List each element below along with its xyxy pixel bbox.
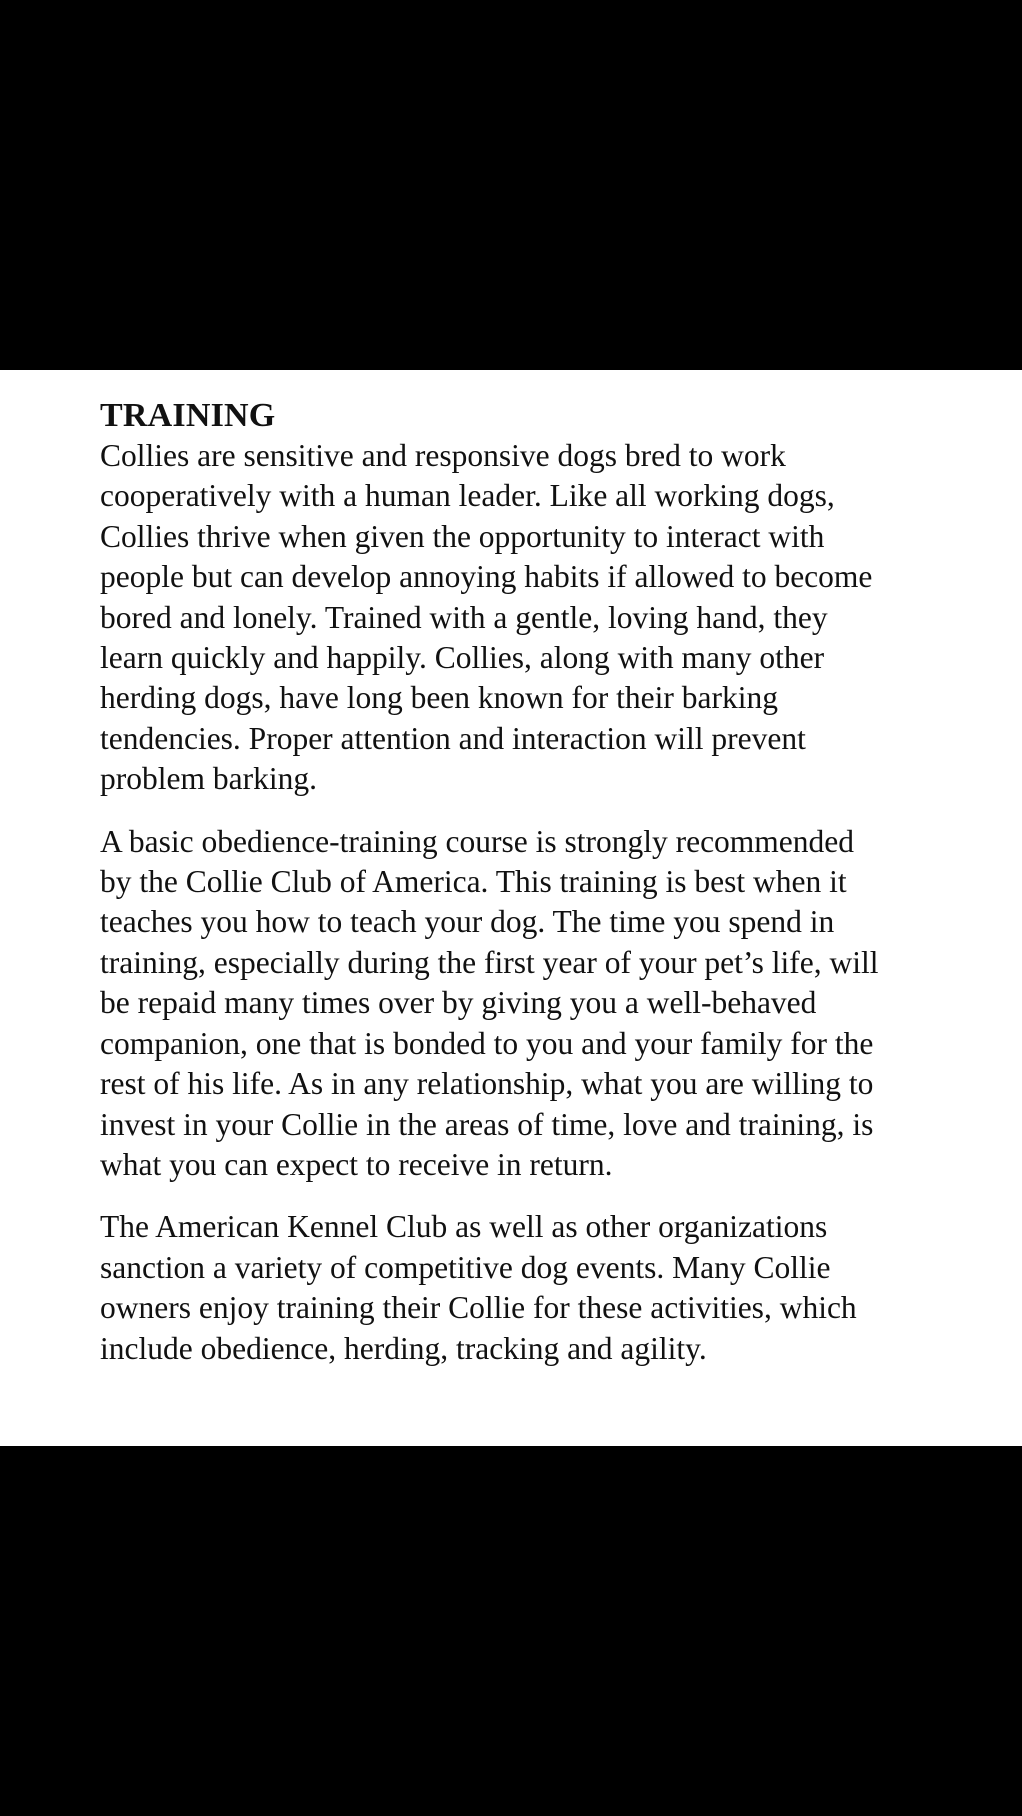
text-line: herding dogs, have long been known for their barking <box>100 680 778 716</box>
text-line: A basic obedience-training course is strongly recommended <box>100 823 855 859</box>
text-line: Collies are sensitive and responsive dogs bred to work <box>100 438 786 473</box>
text-line: be repaid many times over by giving you a well-behaved <box>100 985 817 1021</box>
text-line: bored and lonely. Trained with a gentle, loving hand, they <box>100 599 828 635</box>
text-line: by the Collie Club of America. This training is best when it <box>100 864 847 900</box>
text-line: what you can expect to receive in return. <box>100 1146 613 1182</box>
paragraph-spacer <box>100 800 980 822</box>
text-line: include obedience, herding, tracking and agility. <box>100 1330 707 1366</box>
text-line: The American Kennel Club as well as other organizations <box>100 1209 828 1245</box>
paragraph-temperament <box>100 436 980 800</box>
paragraph-spacer <box>100 1185 980 1207</box>
text-line: people but can develop annoying habits if allowed to become <box>100 559 873 595</box>
paragraph-obedience-course <box>100 822 980 1186</box>
text-line: learn quickly and happily. Collies, along with many other <box>100 640 825 676</box>
text-line: sanction a variety of competitive dog events. Many Collie <box>100 1249 831 1285</box>
document-page <box>0 370 1022 1446</box>
section-heading: TRAINING <box>100 397 276 434</box>
text-line: tendencies. Proper attention and interaction will prevent <box>100 720 806 756</box>
text-line: owners enjoy training their Collie for these activities, which <box>100 1290 857 1326</box>
paragraph-competitive-events <box>100 1207 980 1369</box>
text-line: teaches you how to teach your dog. The time you spend in <box>100 904 835 940</box>
text-line: rest of his life. As in any relationship, what you are willing to <box>100 1066 874 1102</box>
text-line: invest in your Collie in the areas of time, love and training, is <box>100 1106 874 1142</box>
text-line: cooperatively with a human leader. Like all working dogs, <box>100 478 835 514</box>
text-line: training, especially during the first year of your pet’s life, will <box>100 944 879 980</box>
text-line: companion, one that is bonded to you and your family for the <box>100 1025 874 1061</box>
document-content <box>100 396 980 1369</box>
text-line: Collies thrive when given the opportunity to interact with <box>100 518 825 554</box>
text-line: problem barking. <box>100 761 317 797</box>
